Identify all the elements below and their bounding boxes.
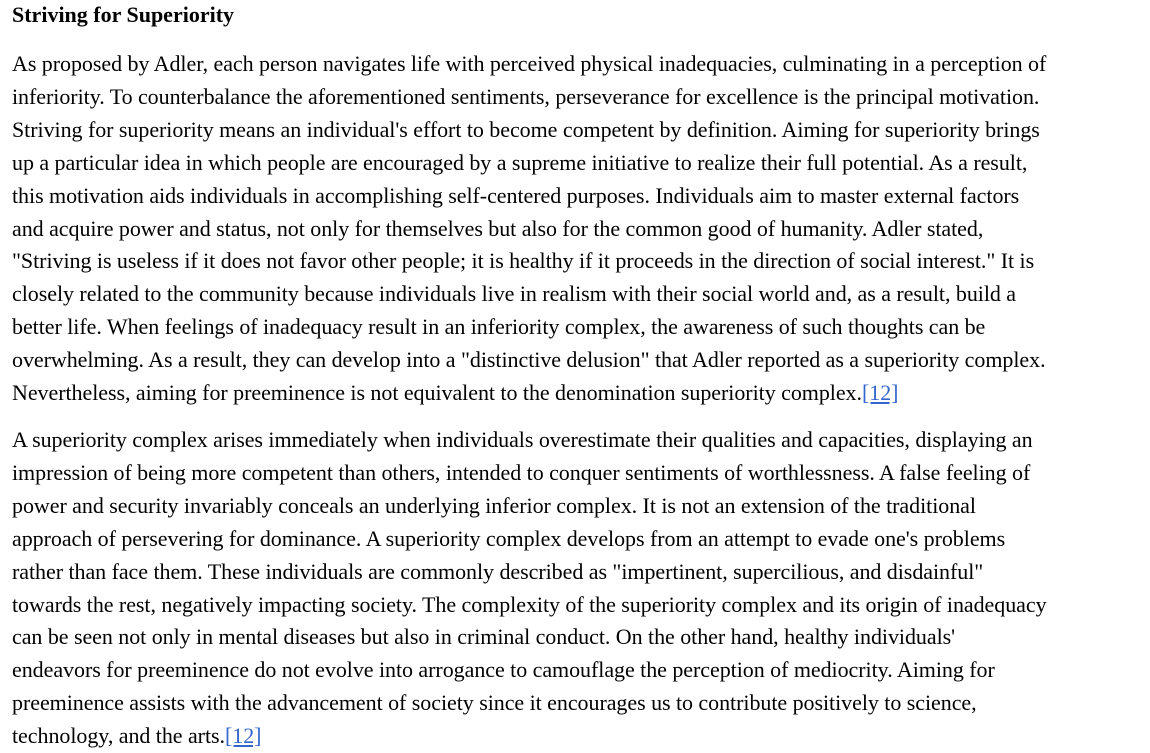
text-line-last: [12, 720, 1150, 753]
text-line: preeminence assists with the advancement of society since it encourages us to contribute positively to science,: [12, 690, 977, 716]
text-line: approach of persevering for dominance. A superiority complex develops from an attempt to evade one's problems: [12, 525, 1006, 551]
text-line: A superiority complex arises immediately when individuals overestimate their qualities and capacities, displaying an: [12, 426, 1033, 452]
text-line: closely related to the community because individuals live in realism with their social world and, as a result, build a: [12, 281, 1017, 307]
text-line: can be seen not only in mental diseases but also in criminal conduct. On the other hand, healthy individuals': [12, 624, 956, 650]
text-line: rather than face them. These individuals are commonly described as "impertinent, supercilious, and disdainful": [12, 558, 984, 584]
text-line: Striving for superiority means an individual's effort to become competent by definition. Aiming for superiority brings: [12, 116, 1040, 142]
text-line-last: [12, 377, 1150, 410]
paragraph-1: [12, 48, 1150, 410]
text-line: inferiority. To counterbalance the aforementioned sentiments, perseverance for excellence is the principal motivation.: [12, 83, 1040, 109]
text-line: up a particular idea in which people are encouraged by a supreme initiative to realize their full potential. As a result,: [12, 149, 1028, 175]
text-line: better life. When feelings of inadequacy result in an inferiority complex, the awareness of such thoughts can be: [12, 314, 986, 340]
text-line: "Striving is useless if it does not favor other people; it is healthy if it proceeds in the direction of social interest." It is: [12, 248, 1035, 274]
article-section: [12, 0, 1150, 753]
text-line-content: Nevertheless, aiming for preeminence is not equivalent to the denomination superiority complex.: [12, 380, 862, 406]
text-line: As proposed by Adler, each person navigates life with perceived physical inadequacies, culminating in a perception of: [12, 51, 1047, 76]
text-line: this motivation aids individuals in accomplishing self-centered purposes. Individuals aim to master external factors: [12, 182, 1020, 208]
paragraph-2: [12, 424, 1150, 753]
text-line: endeavors for preeminence do not evolve into arrogance to camouflage the perception of mediocrity. Aiming for: [12, 657, 995, 683]
text-line: power and security invariably conceals an underlying inferior complex. It is not an extension of the traditional: [12, 492, 976, 518]
citation-link-12[interactable]: [12]: [224, 723, 262, 749]
text-line-content: technology, and the arts.: [12, 723, 225, 749]
text-line: towards the rest, negatively impacting society. The complexity of the superiority complex and its origin of inadequacy: [12, 591, 1047, 617]
text-line: and acquire power and status, not only for themselves but also for the common good of humanity. Adler stated,: [12, 215, 984, 241]
text-line: impression of being more competent than others, intended to conquer sentiments of worthlessness. A false feeling of: [12, 459, 1031, 485]
citation-link-12[interactable]: [12]: [861, 380, 899, 406]
section-heading: Striving for Superiority: [12, 2, 235, 27]
text-line: overwhelming. As a result, they can develop into a "distinctive delusion" that Adler reported as a superiority complex.: [12, 347, 1046, 373]
